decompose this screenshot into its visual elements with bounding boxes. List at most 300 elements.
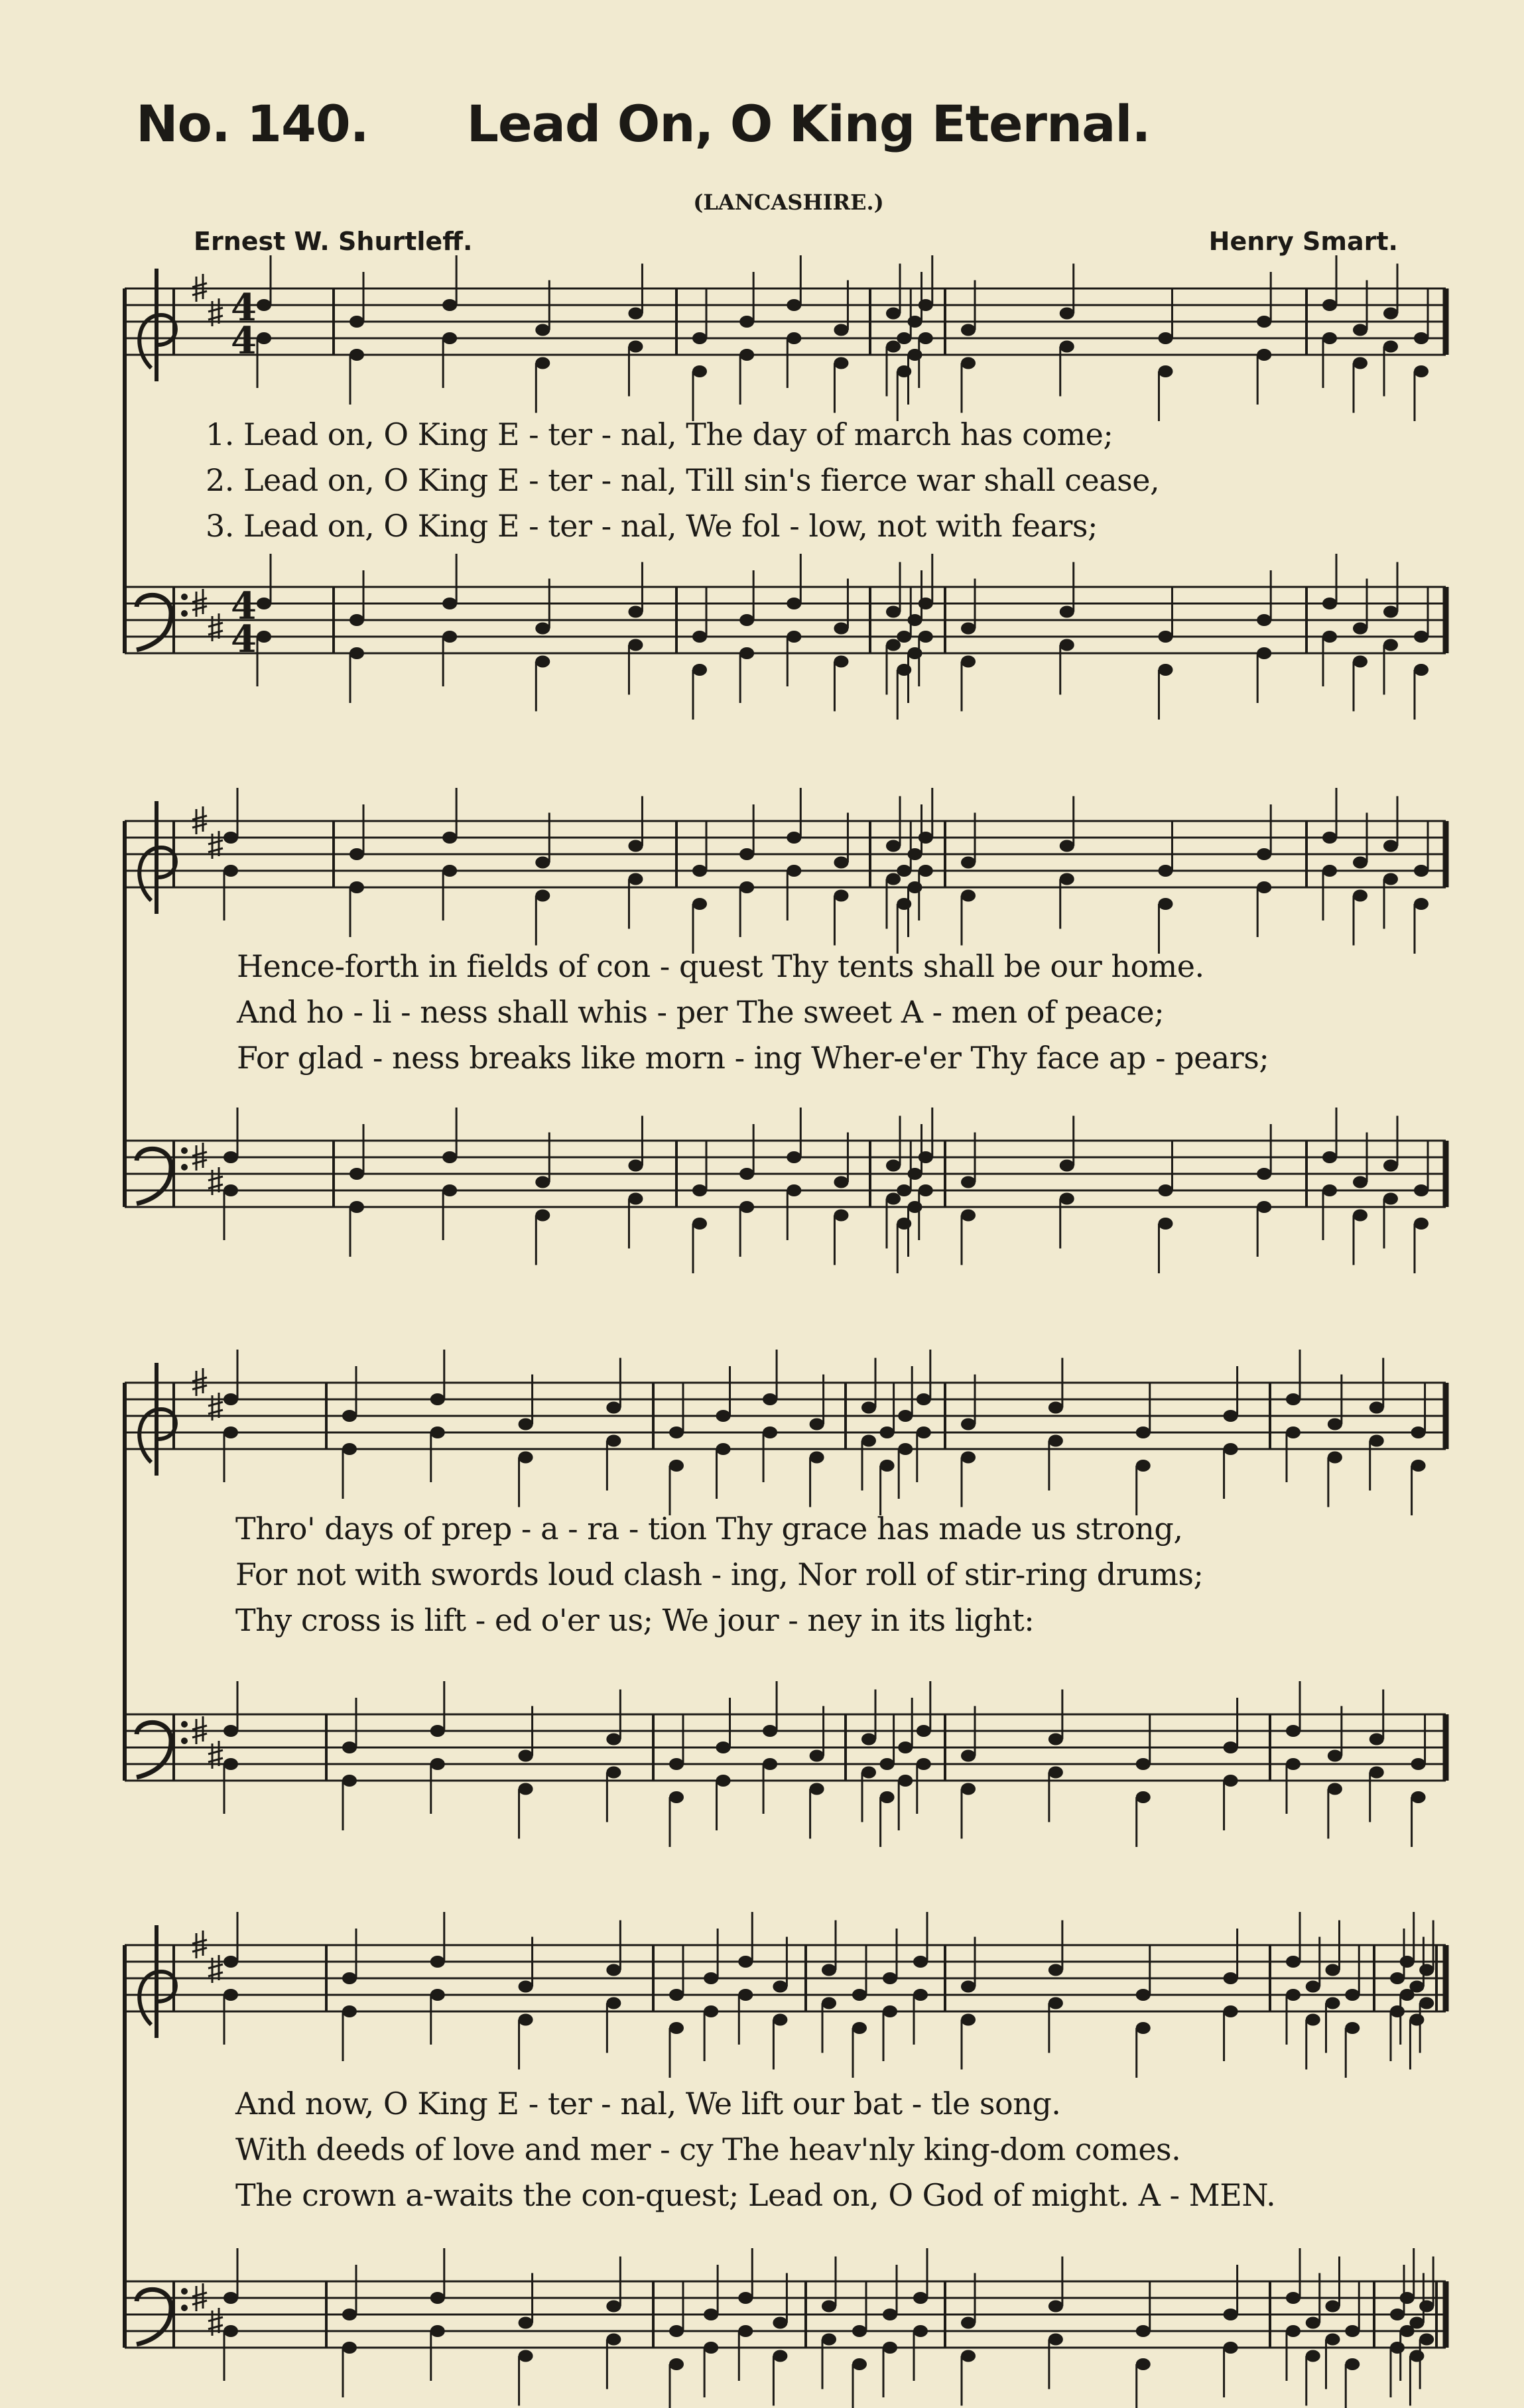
note-head: [898, 1742, 913, 1753]
note-head: [1306, 1981, 1320, 1993]
note-head: [738, 1956, 753, 1968]
note-head: [669, 1989, 684, 2001]
note-head: [519, 2317, 533, 2329]
time-signature-numerator: 4: [231, 584, 257, 628]
note-head: [834, 1176, 848, 1188]
note-head: [886, 341, 901, 353]
note-head: [716, 1775, 731, 1787]
note-head: [961, 2317, 976, 2329]
note-head: [1353, 656, 1367, 668]
note-head: [763, 1758, 777, 1770]
note-head: [917, 1725, 931, 1737]
bass-clef-dot: [181, 2305, 188, 2311]
note-head: [834, 656, 848, 668]
note-head: [257, 299, 271, 311]
note-head: [763, 1426, 777, 1438]
note-head: [1257, 316, 1271, 328]
note-head: [1414, 664, 1429, 676]
note-head: [1048, 1402, 1063, 1414]
note-head: [1322, 1184, 1337, 1196]
note-head: [919, 865, 933, 877]
verse-line: Thro' days of prep - a - ra - tion Thy grace has made us strong,: [235, 1511, 1183, 1547]
note-head: [349, 349, 364, 361]
note-head: [430, 1426, 445, 1438]
note-head: [442, 631, 457, 643]
note-head: [886, 308, 901, 320]
note-head: [1390, 1972, 1405, 1984]
note-head: [1325, 1997, 1340, 2009]
note-head: [880, 1758, 895, 1770]
note-head: [739, 1168, 754, 1180]
note-head: [1136, 1989, 1151, 2001]
note-head: [223, 1151, 238, 1163]
note-head: [442, 865, 457, 877]
verse-line: Hence-forth in fields of con - quest Thy tents shall be our home.: [237, 948, 1204, 984]
note-head: [669, 2358, 684, 2370]
note-head: [704, 1972, 718, 1984]
note-head: [1411, 1426, 1426, 1438]
note-head: [773, 2014, 787, 2026]
verse-line: And now, O King E - ter - nal, We lift our bat - tle song.: [235, 2086, 1061, 2122]
note-head: [1419, 2334, 1434, 2346]
treble-clef-icon: [139, 269, 176, 381]
note-head: [739, 848, 754, 860]
note-head: [834, 1210, 848, 1222]
note-head: [886, 606, 901, 618]
note-head: [1345, 2358, 1360, 2370]
verse-line: For not with swords loud clash - ing, Nor roll of stir-ring drums;: [235, 1556, 1204, 1592]
note-head: [349, 647, 364, 659]
note-head: [883, 2005, 897, 2017]
note-head: [628, 1193, 643, 1205]
note-head: [692, 1184, 707, 1196]
verse-line: Thy cross is lift - ed o'er us; We jour - ney in its light:: [235, 1602, 1035, 1638]
note-head: [1224, 2309, 1238, 2320]
note-head: [535, 623, 550, 635]
note-head: [606, 1402, 621, 1414]
note-head: [1257, 614, 1271, 626]
note-head: [442, 1151, 457, 1163]
note-head: [1286, 2325, 1301, 2337]
note-head: [919, 332, 933, 344]
note-head: [1286, 2292, 1301, 2304]
note-head: [897, 631, 911, 643]
note-head: [606, 1734, 621, 1745]
note-head: [1383, 1193, 1398, 1205]
note-head: [1369, 1435, 1384, 1447]
note-head: [606, 2334, 621, 2346]
note-head: [822, 1997, 836, 2009]
note-head: [1345, 2022, 1360, 2034]
note-head: [886, 1193, 901, 1205]
note-head: [1060, 639, 1074, 651]
note-head: [1414, 365, 1429, 377]
note-head: [961, 324, 976, 336]
note-head: [1306, 2014, 1320, 2026]
note-head: [961, 1419, 976, 1430]
note-head: [1257, 881, 1271, 893]
treble-clef-icon: [139, 801, 176, 914]
note-head: [692, 365, 707, 377]
treble-clef-icon: [139, 1363, 176, 1476]
note-head: [1158, 664, 1173, 676]
bass-clef-dot: [181, 2288, 188, 2295]
note-head: [852, 2022, 867, 2034]
note-head: [1322, 299, 1337, 311]
note-head: [898, 1410, 913, 1422]
note-head: [692, 664, 707, 676]
note-head: [349, 614, 364, 626]
note-head: [1414, 631, 1429, 643]
note-head: [716, 1742, 731, 1753]
note-head: [886, 639, 901, 651]
note-head: [1257, 848, 1271, 860]
note-head: [1306, 2317, 1320, 2329]
note-head: [739, 316, 754, 328]
note-head: [1136, 1791, 1151, 1803]
note-head: [1257, 1201, 1271, 1213]
note-head: [861, 1402, 876, 1414]
note-head: [692, 898, 707, 910]
note-head: [773, 2350, 787, 2362]
note-head: [1414, 332, 1429, 344]
note-head: [1325, 1964, 1340, 1976]
note-head: [1353, 623, 1367, 635]
note-head: [223, 1758, 238, 1770]
note-head: [1328, 1750, 1342, 1762]
note-head: [961, 1210, 976, 1222]
note-head: [430, 2292, 445, 2304]
note-head: [704, 2005, 718, 2017]
note-head: [917, 1393, 931, 1405]
note-head: [692, 1218, 707, 1230]
note-head: [897, 865, 911, 877]
note-head: [1353, 857, 1367, 869]
note-head: [442, 598, 457, 609]
note-head: [883, 2342, 897, 2354]
note-head: [886, 840, 901, 852]
note-head: [861, 1734, 876, 1745]
note-head: [257, 631, 271, 643]
note-head: [1409, 2317, 1424, 2329]
note-head: [223, 1956, 238, 1968]
note-head: [606, 1767, 621, 1779]
note-head: [628, 1160, 643, 1172]
note-head: [349, 1168, 364, 1180]
note-head: [1136, 2325, 1151, 2337]
note-head: [1048, 2334, 1063, 2346]
note-head: [773, 1981, 787, 1993]
note-head: [1411, 1460, 1426, 1472]
note-head: [1060, 341, 1074, 353]
note-head: [810, 1419, 824, 1430]
note-head: [852, 2358, 867, 2370]
note-head: [1409, 2014, 1424, 2026]
note-head: [342, 2309, 357, 2320]
note-head: [519, 1419, 533, 1430]
note-head: [961, 1783, 976, 1795]
note-head: [1419, 2301, 1434, 2313]
note-head: [704, 2342, 718, 2354]
note-head: [430, 1725, 445, 1737]
note-head: [897, 1184, 911, 1196]
note-head: [739, 647, 754, 659]
time-signature-numerator: 4: [231, 286, 257, 330]
note-head: [961, 857, 976, 869]
note-head: [1419, 1964, 1434, 1976]
note-head: [519, 1981, 533, 1993]
bass-clef-dot: [181, 1721, 188, 1728]
note-head: [822, 2334, 836, 2346]
note-head: [773, 2317, 787, 2329]
treble-clef-icon: [139, 1925, 176, 2038]
note-head: [822, 2301, 836, 2313]
note-head: [961, 1981, 976, 1993]
note-head: [739, 614, 754, 626]
note-head: [898, 1775, 913, 1787]
time-signature-denominator: 4: [231, 319, 257, 363]
note-head: [442, 332, 457, 344]
note-head: [442, 299, 457, 311]
note-head: [442, 1184, 457, 1196]
note-head: [1383, 1160, 1398, 1172]
note-head: [898, 1443, 913, 1455]
note-head: [628, 341, 643, 353]
note-head: [628, 308, 643, 320]
note-head: [1060, 1193, 1074, 1205]
note-head: [342, 1972, 357, 1984]
note-head: [223, 1989, 238, 2001]
note-head: [861, 1767, 876, 1779]
note-head: [669, 1758, 684, 1770]
note-head: [519, 1452, 533, 1464]
note-head: [1158, 865, 1173, 877]
note-head: [342, 1410, 357, 1422]
verse-line: And ho - li - ness shall whis - per The sweet A - men of peace;: [237, 994, 1165, 1030]
note-head: [1136, 2022, 1151, 2034]
note-head: [535, 357, 550, 369]
hymn-title: Lead On, O King Eternal.: [466, 94, 1151, 153]
note-head: [1224, 2342, 1238, 2354]
note-head: [738, 2292, 753, 2304]
note-head: [1060, 606, 1074, 618]
note-head: [1390, 2309, 1405, 2320]
note-head: [1048, 1997, 1063, 2009]
note-head: [834, 857, 848, 869]
note-head: [1060, 840, 1074, 852]
note-head: [342, 1742, 357, 1753]
note-head: [519, 1750, 533, 1762]
note-head: [223, 1184, 238, 1196]
note-head: [1419, 1997, 1434, 2009]
note-head: [913, 2292, 928, 2304]
bass-clef-dot: [181, 594, 188, 600]
verse-line: The crown a-waits the con-quest; Lead on, O God of might. A - MEN.: [235, 2177, 1276, 2213]
note-head: [834, 324, 848, 336]
note-head: [908, 614, 922, 626]
note-head: [1286, 1989, 1301, 2001]
note-head: [913, 1989, 928, 2001]
note-head: [1411, 1791, 1426, 1803]
note-head: [883, 2309, 897, 2320]
note-head: [961, 1176, 976, 1188]
note-head: [430, 2325, 445, 2337]
note-head: [787, 1184, 801, 1196]
note-head: [342, 2342, 357, 2354]
note-head: [1048, 1964, 1063, 1976]
note-head: [1322, 1151, 1337, 1163]
note-head: [810, 1452, 824, 1464]
note-head: [349, 1201, 364, 1213]
author-credit: Ernest W. Shurtleff.: [194, 227, 473, 256]
note-head: [739, 1201, 754, 1213]
note-head: [919, 1151, 933, 1163]
note-head: [606, 1435, 621, 1447]
note-head: [1414, 1218, 1429, 1230]
note-head: [961, 890, 976, 902]
note-head: [692, 332, 707, 344]
note-head: [1345, 2325, 1360, 2337]
note-head: [1409, 2350, 1424, 2362]
note-head: [787, 865, 801, 877]
note-head: [1224, 1443, 1238, 1455]
note-head: [535, 1176, 550, 1188]
note-head: [669, 1426, 684, 1438]
note-head: [1136, 1460, 1151, 1472]
note-head: [1060, 1160, 1074, 1172]
note-head: [628, 873, 643, 885]
note-head: [1306, 2350, 1320, 2362]
note-head: [787, 299, 801, 311]
note-head: [1158, 898, 1173, 910]
note-head: [919, 598, 933, 609]
note-head: [1048, 1767, 1063, 1779]
composer-credit: Henry Smart.: [1208, 227, 1398, 256]
note-head: [1390, 2342, 1405, 2354]
note-head: [223, 1393, 238, 1405]
note-head: [606, 1997, 621, 2009]
note-head: [716, 1443, 731, 1455]
note-head: [1257, 1168, 1271, 1180]
note-head: [1411, 1758, 1426, 1770]
note-head: [442, 832, 457, 844]
note-head: [1353, 1176, 1367, 1188]
note-head: [883, 1972, 897, 1984]
note-head: [1257, 647, 1271, 659]
note-head: [739, 349, 754, 361]
note-head: [1414, 1184, 1429, 1196]
note-head: [1345, 1989, 1360, 2001]
note-head: [535, 656, 550, 668]
note-head: [1286, 1426, 1301, 1438]
tune-name: (LANCASHIRE.): [693, 190, 884, 215]
note-head: [1383, 873, 1398, 885]
note-head: [897, 332, 911, 344]
note-head: [908, 316, 922, 328]
note-head: [1400, 2292, 1415, 2304]
note-head: [519, 1783, 533, 1795]
note-head: [1224, 1410, 1238, 1422]
note-head: [606, 2301, 621, 2313]
note-head: [1224, 1972, 1238, 1984]
verse-line: 2. Lead on, O King E - ter - nal, Till sin's fierce war shall cease,: [206, 462, 1160, 498]
note-head: [1383, 606, 1398, 618]
note-head: [223, 2292, 238, 2304]
note-head: [738, 1989, 753, 2001]
note-head: [1383, 341, 1398, 353]
note-head: [961, 357, 976, 369]
note-head: [716, 1410, 731, 1422]
hymn-number: No. 140.: [136, 94, 369, 153]
note-head: [535, 324, 550, 336]
note-head: [223, 1725, 238, 1737]
note-head: [1224, 2005, 1238, 2017]
note-head: [1224, 1742, 1238, 1753]
note-head: [223, 2325, 238, 2337]
note-head: [257, 598, 271, 609]
note-head: [1158, 332, 1173, 344]
note-head: [519, 2014, 533, 2026]
note-head: [787, 598, 801, 609]
note-head: [1060, 873, 1074, 885]
note-head: [917, 1426, 931, 1438]
note-head: [1048, 2301, 1063, 2313]
note-head: [535, 1210, 550, 1222]
note-head: [1414, 865, 1429, 877]
note-head: [223, 832, 238, 844]
note-head: [787, 1151, 801, 1163]
note-head: [535, 890, 550, 902]
note-head: [349, 316, 364, 328]
note-head: [669, 1460, 684, 1472]
note-head: [223, 1426, 238, 1438]
note-head: [834, 890, 848, 902]
note-head: [1322, 631, 1337, 643]
note-head: [834, 357, 848, 369]
note-head: [1286, 1393, 1301, 1405]
note-head: [908, 1168, 922, 1180]
note-head: [1325, 2301, 1340, 2313]
note-head: [1060, 308, 1074, 320]
note-head: [787, 332, 801, 344]
note-head: [852, 1989, 867, 2001]
note-head: [430, 1393, 445, 1405]
note-head: [1286, 1725, 1301, 1737]
note-head: [810, 1750, 824, 1762]
note-head: [919, 1184, 933, 1196]
note-head: [1369, 1402, 1384, 1414]
note-head: [223, 865, 238, 877]
note-head: [1048, 1435, 1063, 1447]
bass-clef-dot: [181, 610, 188, 617]
note-head: [628, 639, 643, 651]
note-head: [1158, 365, 1173, 377]
note-head: [519, 2350, 533, 2362]
note-head: [1409, 1981, 1424, 1993]
note-head: [961, 2350, 976, 2362]
note-head: [861, 1435, 876, 1447]
note-head: [1414, 898, 1429, 910]
note-head: [961, 623, 976, 635]
note-head: [886, 873, 901, 885]
note-head: [908, 848, 922, 860]
note-head: [692, 631, 707, 643]
verse-line: 1. Lead on, O King E - ter - nal, The day of march has come;: [206, 416, 1113, 452]
note-head: [628, 840, 643, 852]
note-head: [430, 1758, 445, 1770]
note-head: [1136, 1426, 1151, 1438]
note-head: [1353, 324, 1367, 336]
